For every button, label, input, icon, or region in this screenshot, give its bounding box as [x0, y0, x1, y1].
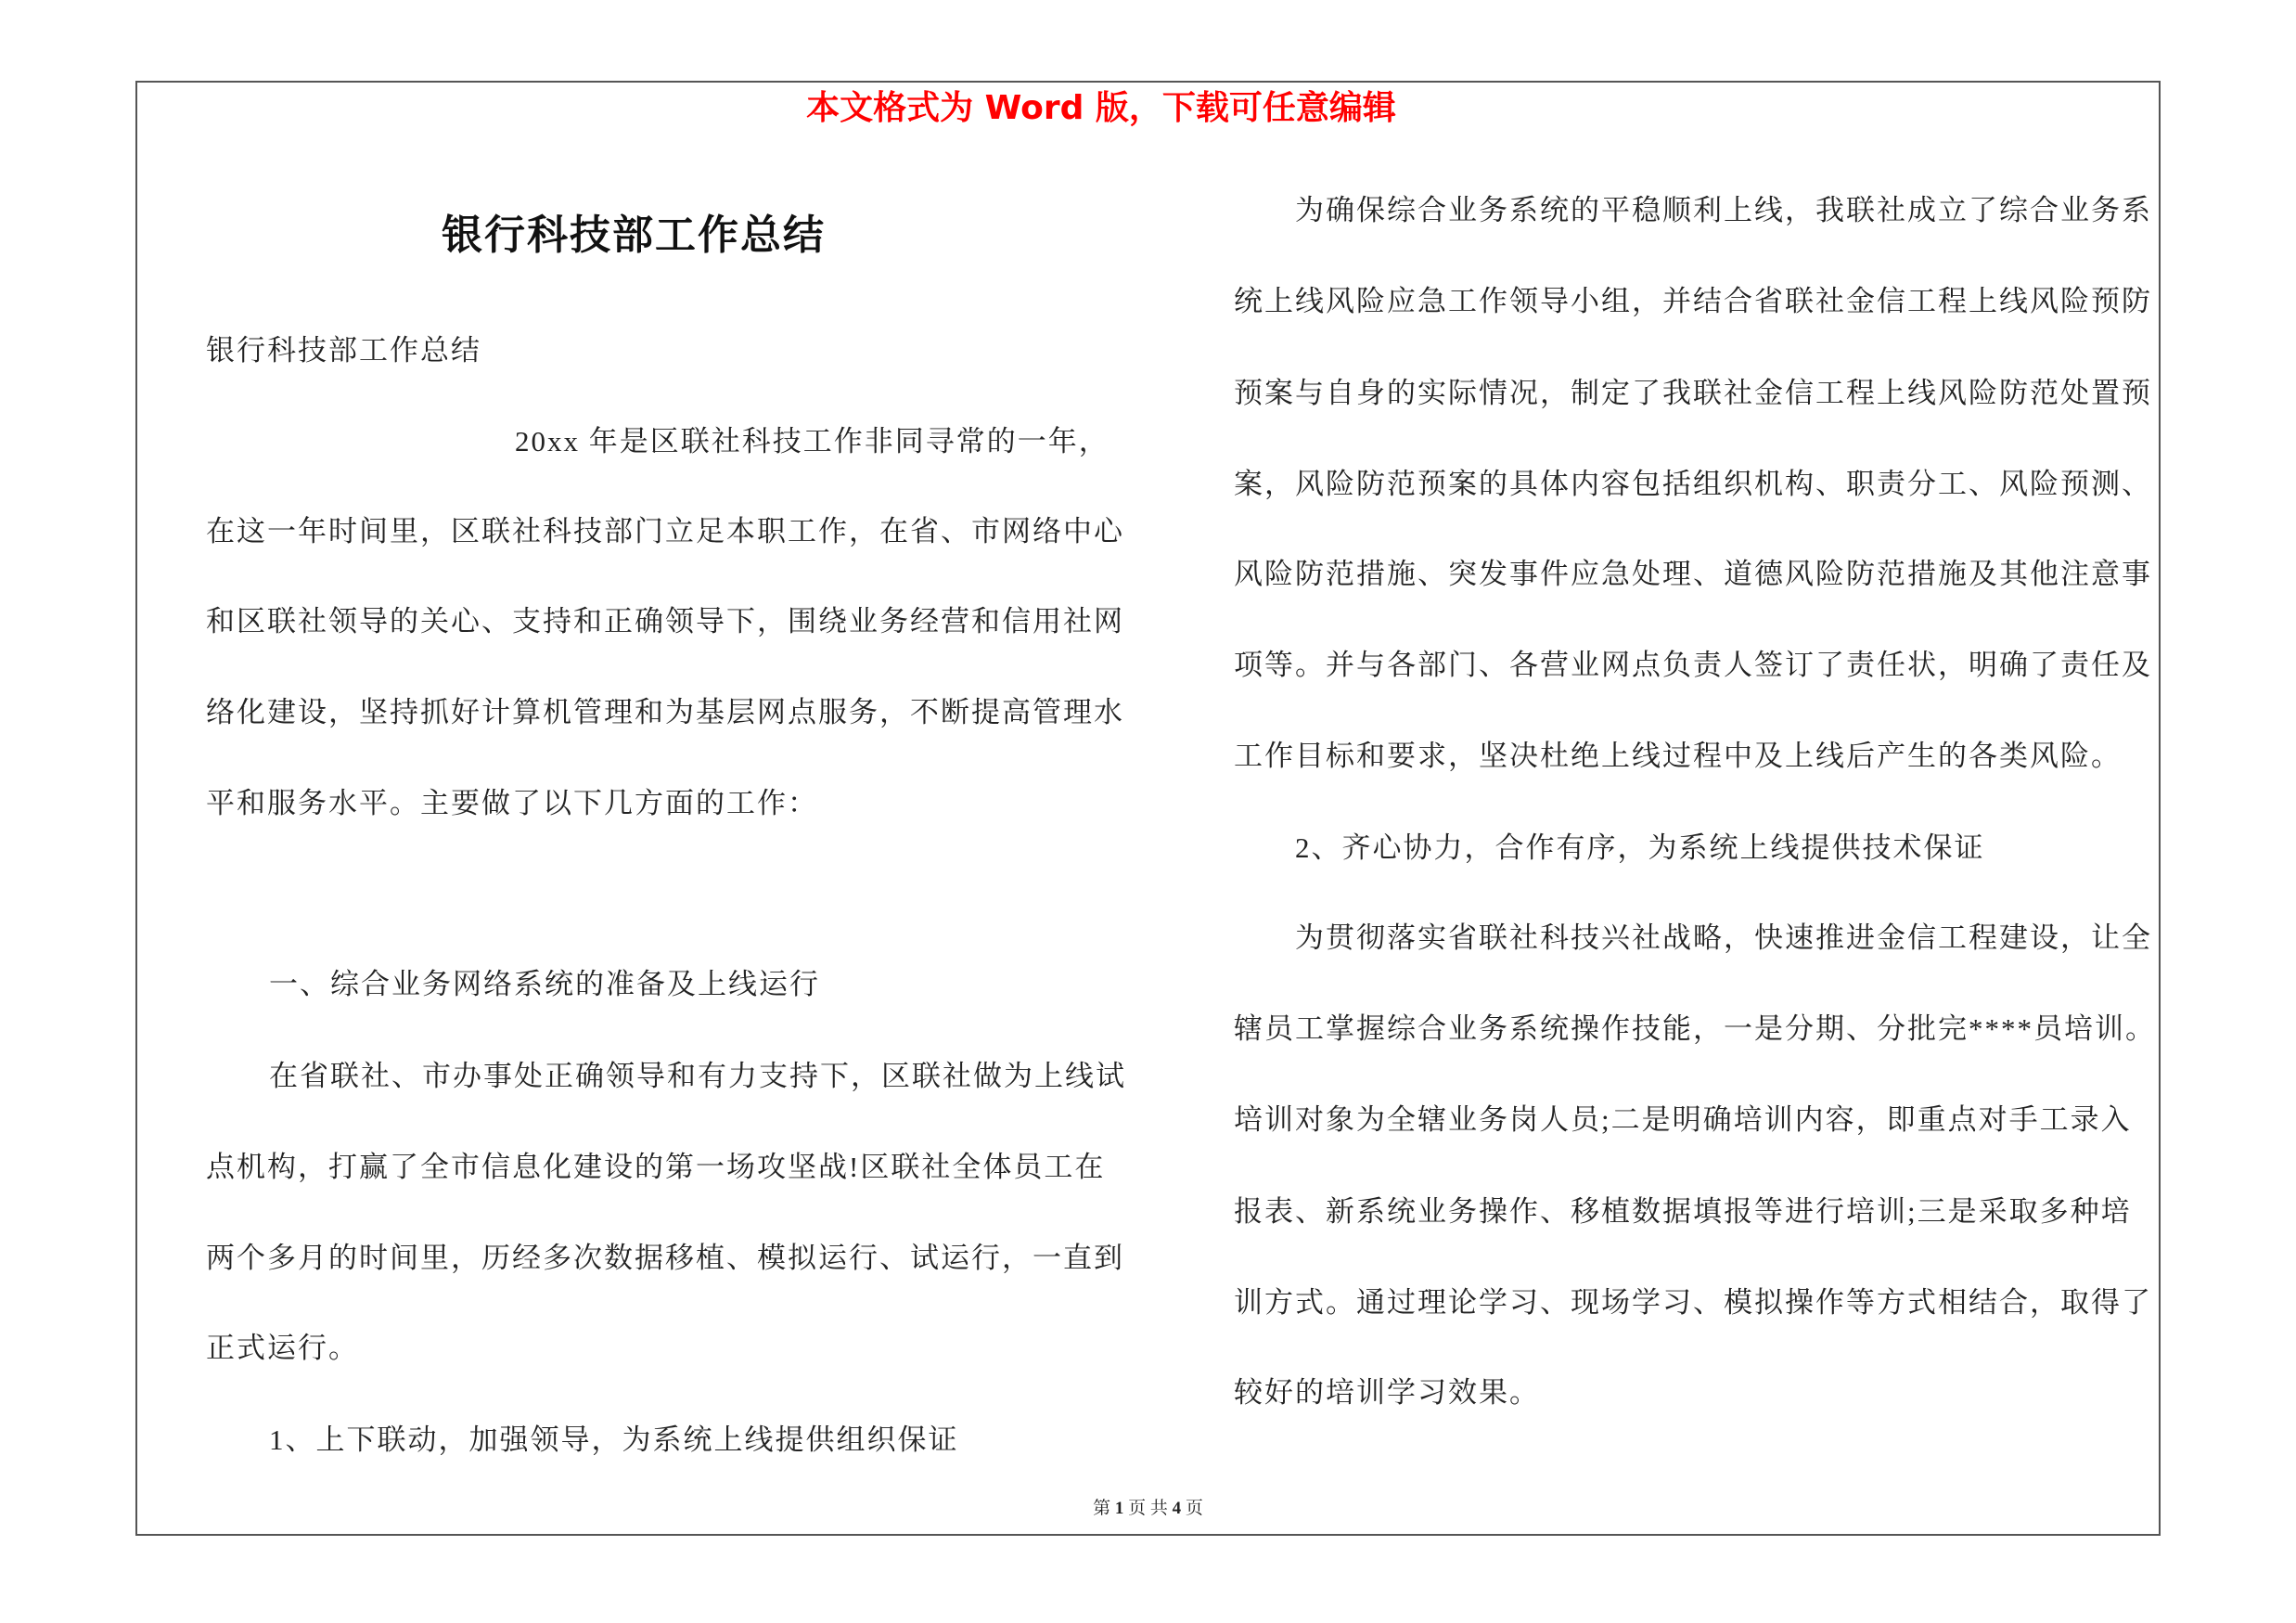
text-line: 辖员工掌握综合业务系统操作技能，一是分期、分批完****员培训。 — [1234, 1012, 2156, 1045]
text-line: 较好的培训学习效果。 — [1234, 1376, 1540, 1409]
text-line: 银行科技部工作总结 — [206, 334, 481, 367]
text-line: 在省联社、市办事处正确领导和有力支持下，区联社做为上线试 — [269, 1060, 1126, 1092]
text-line: 统上线风险应急工作领导小组，并结合省联社金信工程上线风险预防 — [1234, 285, 2152, 317]
text-line: 报表、新系统业务操作、移植数据填报等进行培训;三是采取多种培 — [1234, 1195, 2132, 1228]
text-line: 络化建设，坚持抓好计算机管理和为基层网点服务，不断提高管理水 — [206, 696, 1124, 728]
text-line: 点机构，打赢了全市信息化建设的第一场攻坚战!区联社全体员工在 — [206, 1151, 1106, 1183]
text-line: 在这一年时间里，区联社科技部门立足本职工作，在省、市网络中心 — [206, 515, 1124, 547]
text-line: 两个多月的时间里，历经多次数据移植、模拟运行、试运行，一直到 — [206, 1242, 1124, 1274]
text-line: 为确保综合业务系统的平稳顺利上线，我联社成立了综合业务系 — [1295, 194, 2152, 226]
footer-middle: 页 共 — [1128, 1499, 1168, 1518]
page-footer — [0, 1498, 2296, 1520]
text-line: 工作目标和要求，坚决杜绝上线过程中及上线后产生的各类风险。 — [1234, 740, 2122, 772]
subsection-heading: 2、齐心协力，合作有序，为系统上线提供技术保证 — [1295, 831, 1985, 864]
subsection-heading: 1、上下联动，加强领导，为系统上线提供组织保证 — [269, 1423, 959, 1456]
text-line: 正式运行。 — [206, 1332, 359, 1364]
document-title: 银行科技部工作总结 — [442, 213, 826, 258]
page-number: 1 — [1114, 1499, 1124, 1518]
text-line: 项等。并与各部门、各营业网点负责人签订了责任状，明确了责任及 — [1234, 649, 2152, 681]
text-line: 和区联社领导的关心、支持和正确领导下，围绕业务经营和信用社网 — [206, 605, 1124, 638]
text-line: 平和服务水平。主要做了以下几方面的工作： — [206, 787, 818, 819]
text-line: 为贯彻落实省联社科技兴社战略，快速推进金信工程建设，让全 — [1295, 921, 2152, 954]
format-notice-banner: 本文格式为 Word 版，下载可任意编辑 — [806, 89, 1396, 127]
section-heading: 一、综合业务网络系统的准备及上线运行 — [269, 968, 820, 1000]
text-line: 风险防范措施、突发事件应急处理、道德风险防范措施及其他注意事 — [1234, 558, 2152, 590]
text-line: 培训对象为全辖业务岗人员;二是明确培训内容，即重点对手工录入 — [1234, 1103, 2132, 1136]
text-line: 20xx 年是区联社科技工作非同寻常的一年， — [515, 425, 1110, 457]
text-line: 训方式。通过理论学习、现场学习、模拟操作等方式相结合，取得了 — [1234, 1286, 2152, 1319]
text-line: 预案与自身的实际情况，制定了我联社金信工程上线风险防范处置预 — [1234, 377, 2152, 409]
footer-prefix: 第 — [1093, 1499, 1111, 1518]
footer-suffix: 页 — [1185, 1499, 1203, 1518]
text-line: 案，风险防范预案的具体内容包括组织机构、职责分工、风险预测、 — [1234, 468, 2152, 500]
page-total: 4 — [1172, 1499, 1182, 1518]
